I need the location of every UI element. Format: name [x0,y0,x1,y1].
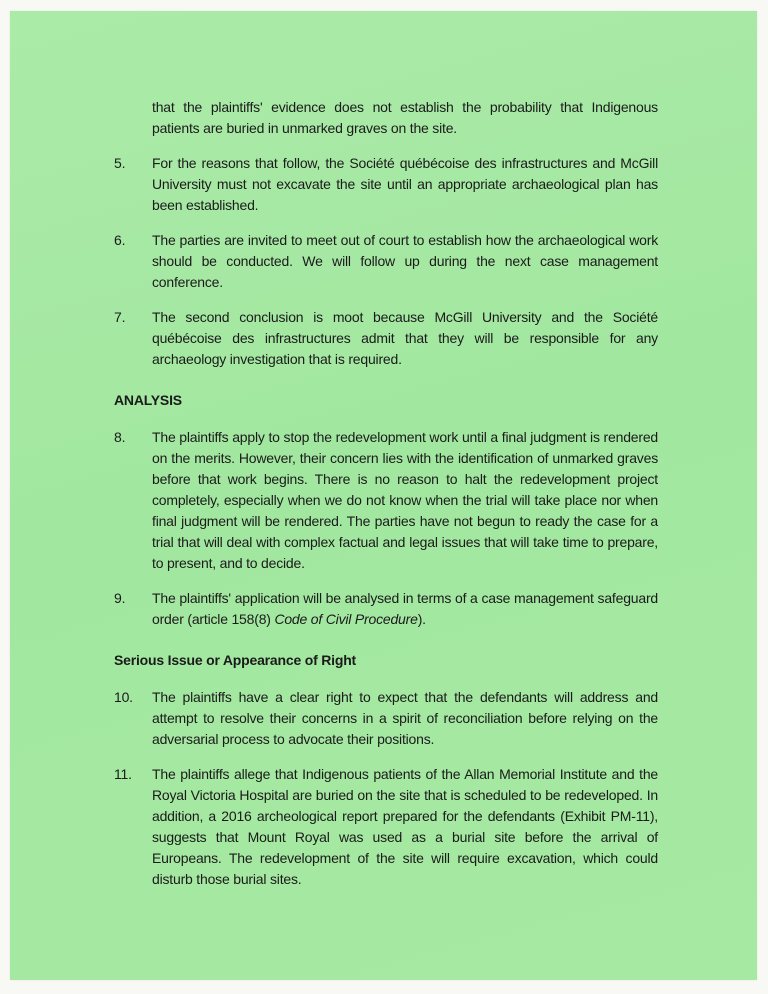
paragraph-text: The plaintiffs apply to stop the redevelopment work until a final judgment is rendered on the merits. However, their concern lies with the identification of unmarked graves before that work begins. There is no reason to halt the redevelopment project completely, especially when we do not know when the trial will take place nor when final judgment will be rendered. The parties have not begun to ready the case for a trial that will deal with complex factual and legal issues that will take time to prepare, to present, and to decide. [152,429,658,571]
paragraph-text: The parties are invited to meet out of court to establish how the archaeological work should be conducted. We will follow up during the next case management conference. [152,232,658,290]
numbered-paragraph [114,230,658,293]
numbered-paragraph [114,764,658,890]
paragraph-number: 10. [114,689,133,705]
text-run: The plaintiffs' application will be analysed in terms of a case management safeguard order (article 158(8) [152,590,658,627]
paragraph-number: 7. [114,309,126,325]
italic-citation: Code of Civil Procedure [274,611,418,627]
numbered-paragraph [114,687,658,750]
paragraph-text: The plaintiffs have a clear right to expect that the defendants will address and attempt to resolve their concerns in a spirit of reconciliation before relying on the adversarial process to advocate their positions. [152,689,658,747]
paragraph-continuation [114,97,658,139]
numbered-paragraph [114,588,658,630]
document-page [10,11,757,980]
paragraph-number: 8. [114,429,126,445]
section-heading: ANALYSIS [114,392,182,408]
paragraph-text: For the reasons that follow, the Société québécoise des infrastructures and McGill University must not excavate the site until an appropriate archaeological plan has been established. [152,155,658,213]
section-heading: Serious Issue or Appearance of Right [114,652,357,668]
numbered-paragraph [114,153,658,216]
paragraph-number: 9. [114,590,126,606]
paragraph-text: The second conclusion is moot because McGill University and the Société québécoise des infrastructures admit that they will be responsible for any archaeology investigation that is required. [152,309,658,367]
paragraph-text [152,590,658,627]
paragraph-number: 11. [114,766,132,782]
paragraph-number: 5. [114,155,126,171]
numbered-paragraph [114,427,658,574]
document-body [114,97,658,904]
paragraph-text: that the plaintiffs' evidence does not establish the probability that Indigenous patients are buried in unmarked graves on the site. [152,99,658,136]
numbered-paragraph [114,307,658,370]
paragraph-number: 6. [114,232,126,248]
text-run: ). [417,611,426,627]
paragraph-text: The plaintiffs allege that Indigenous patients of the Allan Memorial Institute and the Royal Victoria Hospital are buried on the site that is scheduled to be redeveloped. In addition, a 2016 archeological report prepared for the defendants (Exhibit PM-11), suggests that Mount Royal was used as a burial site before the arrival of Europeans. The redevelopment of the site will require excavation, which could disturb those burial sites. [152,766,658,887]
